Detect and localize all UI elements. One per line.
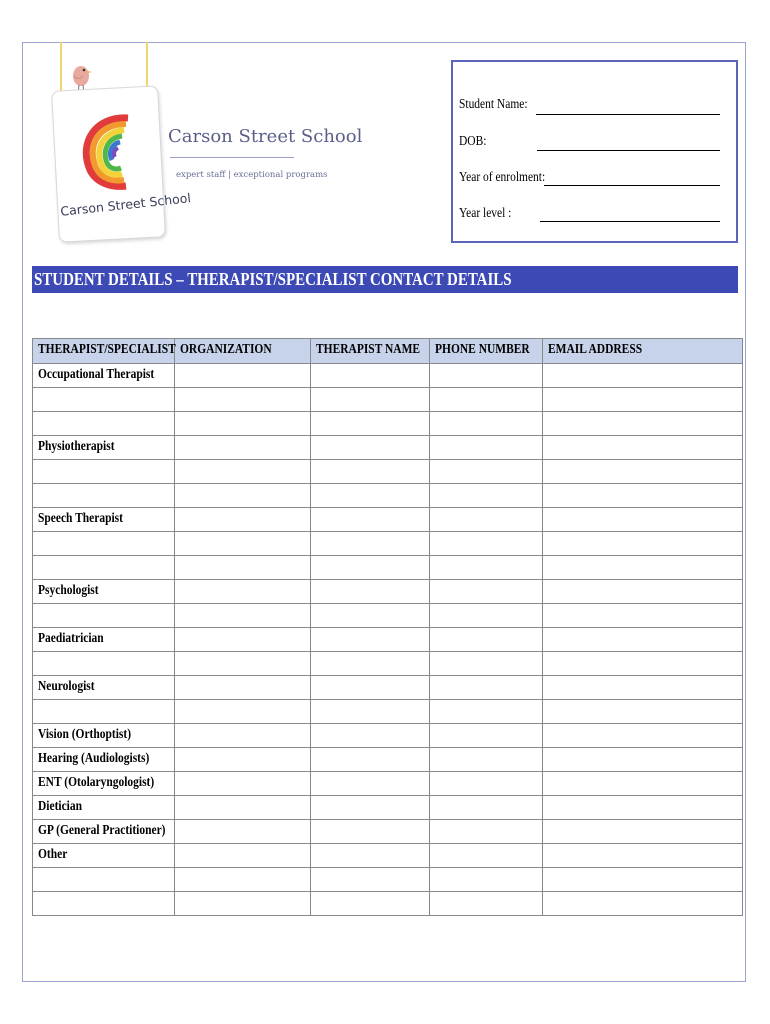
column-header: THERAPIST NAME bbox=[311, 339, 430, 364]
phone-number-cell[interactable] bbox=[430, 388, 543, 412]
table-row bbox=[33, 748, 743, 772]
email-address-cell[interactable] bbox=[543, 820, 743, 844]
table-row bbox=[33, 436, 743, 460]
email-address-cell[interactable] bbox=[543, 460, 743, 484]
therapist-name-cell[interactable] bbox=[311, 772, 430, 796]
phone-number-cell[interactable] bbox=[430, 796, 543, 820]
email-address-cell[interactable] bbox=[543, 652, 743, 676]
role-label: Paediatrician bbox=[38, 631, 104, 646]
therapist-name-cell[interactable] bbox=[311, 844, 430, 868]
therapist-name-cell[interactable] bbox=[311, 556, 430, 580]
table-row bbox=[33, 460, 743, 484]
table-row bbox=[33, 388, 743, 412]
email-address-cell[interactable] bbox=[543, 892, 743, 916]
email-address-cell[interactable] bbox=[543, 412, 743, 436]
email-address-cell[interactable] bbox=[543, 796, 743, 820]
email-address-cell[interactable] bbox=[543, 604, 743, 628]
role-cell bbox=[33, 388, 175, 412]
year-of-enrolment-field[interactable] bbox=[544, 185, 720, 186]
therapist-name-cell[interactable] bbox=[311, 604, 430, 628]
role-cell bbox=[33, 436, 175, 460]
role-cell bbox=[33, 796, 175, 820]
role-label: ENT (Otolaryngologist) bbox=[38, 775, 155, 790]
role-label: GP (General Practitioner) bbox=[38, 823, 166, 838]
table-row bbox=[33, 892, 743, 916]
organization-cell[interactable] bbox=[175, 604, 311, 628]
organization-cell[interactable] bbox=[175, 556, 311, 580]
email-address-cell[interactable] bbox=[543, 676, 743, 700]
organization-cell[interactable] bbox=[175, 748, 311, 772]
organization-cell[interactable] bbox=[175, 892, 311, 916]
table-row bbox=[33, 508, 743, 532]
organization-cell[interactable] bbox=[175, 484, 311, 508]
year-of-enrolment-label: Year of enrolment: bbox=[459, 169, 546, 184]
phone-number-cell[interactable] bbox=[430, 436, 543, 460]
column-header: EMAIL ADDRESS bbox=[543, 339, 743, 364]
phone-number-cell[interactable] bbox=[430, 724, 543, 748]
table-row bbox=[33, 676, 743, 700]
phone-number-cell[interactable] bbox=[430, 532, 543, 556]
role-cell bbox=[33, 604, 175, 628]
therapist-name-cell[interactable] bbox=[311, 436, 430, 460]
role-cell bbox=[33, 892, 175, 916]
role-label: Vision (Orthoptist) bbox=[38, 727, 132, 742]
phone-number-cell[interactable] bbox=[430, 748, 543, 772]
table-row bbox=[33, 796, 743, 820]
role-label: Dietician bbox=[38, 799, 82, 814]
organization-cell[interactable] bbox=[175, 412, 311, 436]
phone-number-cell[interactable] bbox=[430, 580, 543, 604]
organization-cell[interactable] bbox=[175, 868, 311, 892]
therapist-name-cell[interactable] bbox=[311, 412, 430, 436]
organization-cell[interactable] bbox=[175, 388, 311, 412]
therapist-name-cell[interactable] bbox=[311, 652, 430, 676]
therapist-name-cell[interactable] bbox=[311, 820, 430, 844]
year-level-label: Year level : bbox=[459, 205, 512, 220]
phone-number-cell[interactable] bbox=[430, 772, 543, 796]
school-name-divider bbox=[170, 157, 294, 158]
phone-number-cell[interactable] bbox=[430, 892, 543, 916]
role-cell bbox=[33, 868, 175, 892]
therapist-name-cell[interactable] bbox=[311, 628, 430, 652]
email-address-cell[interactable] bbox=[543, 700, 743, 724]
organization-cell[interactable] bbox=[175, 436, 311, 460]
phone-number-cell[interactable] bbox=[430, 700, 543, 724]
therapist-name-cell[interactable] bbox=[311, 892, 430, 916]
role-cell bbox=[33, 628, 175, 652]
therapist-name-cell[interactable] bbox=[311, 700, 430, 724]
organization-cell[interactable] bbox=[175, 508, 311, 532]
role-cell bbox=[33, 580, 175, 604]
therapist-name-cell[interactable] bbox=[311, 460, 430, 484]
table-row bbox=[33, 724, 743, 748]
email-address-cell[interactable] bbox=[543, 556, 743, 580]
organization-cell[interactable] bbox=[175, 700, 311, 724]
student-name-field[interactable] bbox=[536, 114, 720, 115]
organization-cell[interactable] bbox=[175, 532, 311, 556]
phone-number-cell[interactable] bbox=[430, 484, 543, 508]
role-cell bbox=[33, 484, 175, 508]
email-address-cell[interactable] bbox=[543, 508, 743, 532]
column-header: THERAPIST/SPECIALIST bbox=[33, 339, 175, 364]
email-address-cell[interactable] bbox=[543, 628, 743, 652]
phone-number-cell[interactable] bbox=[430, 604, 543, 628]
email-address-cell[interactable] bbox=[543, 724, 743, 748]
role-cell bbox=[33, 676, 175, 700]
table-row bbox=[33, 628, 743, 652]
table-row bbox=[33, 532, 743, 556]
section-heading: STUDENT DETAILS – THERAPIST/SPECIALIST CONTACT DETAILS bbox=[34, 269, 512, 289]
organization-cell[interactable] bbox=[175, 652, 311, 676]
role-cell bbox=[33, 724, 175, 748]
role-cell bbox=[33, 412, 175, 436]
therapist-name-cell[interactable] bbox=[311, 532, 430, 556]
rainbow-logo-icon bbox=[76, 112, 136, 192]
role-label: Neurologist bbox=[38, 679, 95, 694]
therapist-name-cell[interactable] bbox=[311, 484, 430, 508]
table-row bbox=[33, 580, 743, 604]
email-address-cell[interactable] bbox=[543, 844, 743, 868]
email-address-cell[interactable] bbox=[543, 436, 743, 460]
table-row bbox=[33, 820, 743, 844]
table-row bbox=[33, 412, 743, 436]
phone-number-cell[interactable] bbox=[430, 412, 543, 436]
table-row bbox=[33, 652, 743, 676]
table-header-row bbox=[33, 339, 743, 364]
role-cell bbox=[33, 532, 175, 556]
table-row bbox=[33, 484, 743, 508]
dob-field[interactable] bbox=[537, 150, 720, 151]
email-address-cell[interactable] bbox=[543, 748, 743, 772]
therapist-name-cell[interactable] bbox=[311, 724, 430, 748]
organization-cell[interactable] bbox=[175, 676, 311, 700]
therapist-name-cell[interactable] bbox=[311, 580, 430, 604]
table-row bbox=[33, 556, 743, 580]
column-header: ORGANIZATION bbox=[175, 339, 311, 364]
organization-cell[interactable] bbox=[175, 724, 311, 748]
therapist-name-cell[interactable] bbox=[311, 388, 430, 412]
school-name: Carson Street School bbox=[168, 126, 363, 147]
phone-number-cell[interactable] bbox=[430, 556, 543, 580]
email-address-cell[interactable] bbox=[543, 484, 743, 508]
therapist-name-cell[interactable] bbox=[311, 508, 430, 532]
organization-cell[interactable] bbox=[175, 772, 311, 796]
organization-cell[interactable] bbox=[175, 628, 311, 652]
phone-number-cell[interactable] bbox=[430, 364, 543, 388]
therapist-name-cell[interactable] bbox=[311, 868, 430, 892]
therapist-name-cell[interactable] bbox=[311, 364, 430, 388]
role-cell bbox=[33, 700, 175, 724]
role-cell bbox=[33, 508, 175, 532]
phone-number-cell[interactable] bbox=[430, 508, 543, 532]
logo-card-label: Carson Street School bbox=[59, 190, 192, 219]
table-row bbox=[33, 364, 743, 388]
therapist-name-cell[interactable] bbox=[311, 676, 430, 700]
phone-number-cell[interactable] bbox=[430, 844, 543, 868]
phone-number-cell[interactable] bbox=[430, 628, 543, 652]
student-name-label: Student Name: bbox=[459, 96, 528, 111]
email-address-cell[interactable] bbox=[543, 388, 743, 412]
email-address-cell[interactable] bbox=[543, 580, 743, 604]
role-label: Speech Therapist bbox=[38, 511, 123, 526]
email-address-cell[interactable] bbox=[543, 532, 743, 556]
organization-cell[interactable] bbox=[175, 844, 311, 868]
contacts-table bbox=[32, 338, 743, 916]
role-cell bbox=[33, 748, 175, 772]
table-row bbox=[33, 604, 743, 628]
contacts-table-body bbox=[33, 364, 743, 916]
email-address-cell[interactable] bbox=[543, 868, 743, 892]
therapist-name-cell[interactable] bbox=[311, 748, 430, 772]
year-level-field[interactable] bbox=[540, 221, 720, 222]
role-label: Psychologist bbox=[38, 583, 99, 598]
role-label: Hearing (Audiologists) bbox=[38, 751, 150, 766]
role-cell bbox=[33, 772, 175, 796]
role-label: Other bbox=[38, 847, 68, 862]
role-cell bbox=[33, 364, 175, 388]
table-row bbox=[33, 868, 743, 892]
organization-cell[interactable] bbox=[175, 364, 311, 388]
organization-cell[interactable] bbox=[175, 580, 311, 604]
email-address-cell[interactable] bbox=[543, 772, 743, 796]
phone-number-cell[interactable] bbox=[430, 676, 543, 700]
organization-cell[interactable] bbox=[175, 796, 311, 820]
phone-number-cell[interactable] bbox=[430, 868, 543, 892]
phone-number-cell[interactable] bbox=[430, 820, 543, 844]
phone-number-cell[interactable] bbox=[430, 652, 543, 676]
role-cell bbox=[33, 652, 175, 676]
table-row bbox=[33, 700, 743, 724]
dob-label: DOB: bbox=[459, 133, 487, 148]
role-label: Occupational Therapist bbox=[38, 367, 155, 382]
role-cell bbox=[33, 820, 175, 844]
table-row bbox=[33, 844, 743, 868]
column-header: PHONE NUMBER bbox=[430, 339, 543, 364]
role-cell bbox=[33, 844, 175, 868]
organization-cell[interactable] bbox=[175, 460, 311, 484]
role-cell bbox=[33, 460, 175, 484]
role-label: Physiotherapist bbox=[38, 439, 115, 454]
school-tagline: expert staff | exceptional programs bbox=[176, 170, 328, 180]
email-address-cell[interactable] bbox=[543, 364, 743, 388]
table-row bbox=[33, 772, 743, 796]
role-cell bbox=[33, 556, 175, 580]
therapist-name-cell[interactable] bbox=[311, 796, 430, 820]
organization-cell[interactable] bbox=[175, 820, 311, 844]
phone-number-cell[interactable] bbox=[430, 460, 543, 484]
